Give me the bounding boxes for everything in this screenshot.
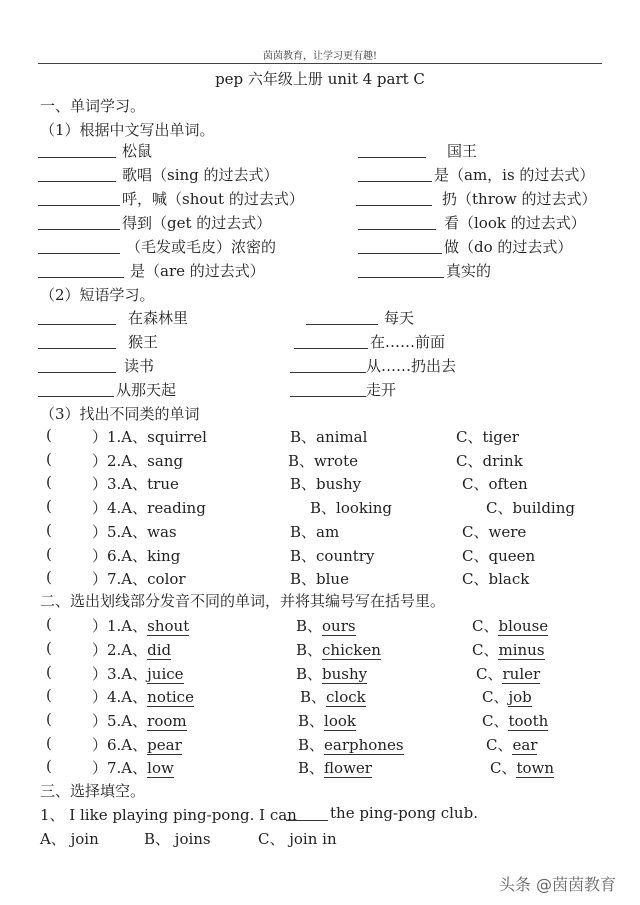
answer-blank[interactable]	[38, 229, 120, 230]
section1-heading: 一、单词学习。	[40, 97, 146, 115]
item-option-b: B、country	[290, 547, 375, 565]
q1-text-after: the ping-pong club.	[330, 804, 478, 822]
answer-blank[interactable]	[286, 820, 328, 821]
item-option-c: C、ear	[486, 736, 538, 754]
answer-paren[interactable]: (	[46, 568, 52, 586]
item-option-a: ）1.A、squirrel	[92, 428, 207, 446]
answer-blank[interactable]	[306, 324, 378, 325]
item-option-c: C、job	[482, 688, 532, 706]
part3-heading: （3）找出不同类的单词	[40, 405, 200, 423]
phrase-prompt: 在森林里	[128, 309, 189, 327]
cn-prompt: 歌唱（sing 的过去式）	[122, 166, 279, 184]
cn-prompt: 是（are 的过去式）	[130, 262, 265, 280]
answer-blank[interactable]	[358, 181, 432, 182]
phrase-prompt: 从那天起	[116, 381, 177, 399]
item-option-b: B、chicken	[296, 641, 381, 659]
cn-prompt: 国王	[447, 142, 478, 160]
item-option-a: ）4.A、reading	[92, 499, 206, 517]
phrase-prompt: 猴王	[128, 333, 159, 351]
answer-blank[interactable]	[38, 181, 116, 182]
item-option-c: C、were	[462, 523, 527, 541]
item-option-c: C、tiger	[456, 428, 519, 446]
answer-blank[interactable]	[38, 157, 116, 158]
item-option-a: ）4.A、notice	[92, 688, 194, 706]
cn-prompt: （毛发或毛皮）浓密的	[126, 238, 277, 256]
answer-blank[interactable]	[358, 253, 442, 254]
answer-paren[interactable]: (	[46, 521, 52, 539]
item-option-c: C、building	[486, 499, 575, 517]
item-option-b: B、am	[290, 523, 340, 541]
item-option-b: B、ours	[296, 617, 356, 635]
item-option-a: ）5.A、room	[92, 712, 187, 730]
item-option-b: B、bushy	[296, 665, 368, 683]
item-option-a: ）1.A、shout	[92, 617, 190, 635]
cn-prompt: 做（do 的过去式）	[444, 238, 573, 256]
answer-blank[interactable]	[358, 157, 426, 158]
answer-paren[interactable]: (	[46, 615, 52, 633]
answer-paren[interactable]: (	[46, 639, 52, 657]
phrase-prompt: 在……前面	[370, 333, 446, 351]
answer-blank[interactable]	[358, 277, 444, 278]
watermark: 头条 @茵茵教育	[498, 875, 616, 894]
answer-blank[interactable]	[38, 205, 120, 206]
item-option-c: C、tooth	[482, 712, 549, 730]
header-slogan: 茵茵教育，让学习更有趣!	[262, 51, 378, 62]
item-option-c: C、black	[462, 570, 530, 588]
answer-paren[interactable]: (	[46, 710, 52, 728]
answer-blank[interactable]	[38, 253, 120, 254]
answer-blank[interactable]	[358, 229, 436, 230]
answer-paren[interactable]: (	[46, 545, 52, 563]
item-option-a: ）7.A、color	[92, 570, 186, 588]
item-option-b: B、clock	[300, 688, 366, 706]
answer-blank[interactable]	[294, 348, 368, 349]
answer-blank[interactable]	[290, 372, 366, 373]
page-title: pep 六年级上册 unit 4 part C	[215, 70, 425, 88]
section3-heading: 三、选择填空。	[40, 782, 146, 800]
item-option-a: ）3.A、true	[92, 475, 179, 493]
item-option-c: C、blouse	[472, 617, 549, 635]
cn-prompt: 扔（throw 的过去式）	[442, 190, 597, 208]
item-option-b: B、blue	[290, 570, 349, 588]
answer-blank[interactable]	[38, 372, 116, 373]
item-option-b: B、animal	[290, 428, 368, 446]
header-rule	[38, 63, 602, 64]
q1-option-b: B、 joins	[144, 830, 211, 848]
q1-option-c: C、 join in	[258, 830, 337, 848]
cn-prompt: 真实的	[446, 262, 492, 280]
item-option-a: ）7.A、low	[92, 759, 174, 777]
item-option-b: B、wrote	[288, 452, 358, 470]
cn-prompt: 看（look 的过去式）	[444, 214, 586, 232]
q1-option-a: A、 join	[40, 830, 99, 848]
answer-paren[interactable]: (	[46, 450, 52, 468]
item-option-a: ）2.A、sang	[92, 452, 184, 470]
cn-prompt: 呼，喊（shout 的过去式）	[122, 190, 304, 208]
answer-paren[interactable]: (	[46, 686, 52, 704]
phrase-prompt: 读书	[124, 357, 155, 375]
answer-blank[interactable]	[38, 324, 116, 325]
item-option-a: ）5.A、was	[92, 523, 177, 541]
phrase-prompt: 每天	[384, 309, 415, 327]
part2-heading: （2）短语学习。	[40, 286, 155, 304]
answer-blank[interactable]	[38, 396, 114, 397]
phrase-prompt: 走开	[366, 381, 397, 399]
item-option-b: B、look	[298, 712, 356, 730]
item-option-a: ）6.A、pear	[92, 736, 182, 754]
answer-blank[interactable]	[38, 348, 116, 349]
cn-prompt: 是（am，is 的过去式）	[434, 166, 595, 184]
answer-paren[interactable]: (	[46, 497, 52, 515]
item-option-a: ）3.A、juice	[92, 665, 184, 683]
cn-prompt: 松鼠	[122, 142, 153, 160]
answer-paren[interactable]: (	[46, 663, 52, 681]
section2-heading: 二、选出划线部分发音不同的单词，并将其编号写在括号里。	[40, 592, 446, 610]
item-option-a: ）2.A、did	[92, 641, 172, 659]
part1-heading: （1）根据中文写出单词。	[40, 121, 215, 139]
answer-paren[interactable]: (	[46, 473, 52, 491]
answer-blank[interactable]	[356, 205, 432, 206]
item-option-c: C、often	[462, 475, 528, 493]
item-option-b: B、looking	[310, 499, 393, 517]
item-option-c: C、town	[490, 759, 555, 777]
answer-blank[interactable]	[38, 277, 124, 278]
item-option-c: C、ruler	[476, 665, 541, 683]
item-option-a: ）6.A、king	[92, 547, 181, 565]
phrase-prompt: 从……扔出去	[366, 357, 457, 375]
item-option-c: C、queen	[462, 547, 536, 565]
answer-paren[interactable]: (	[46, 426, 52, 444]
answer-blank[interactable]	[290, 396, 366, 397]
item-option-c: C、minus	[472, 641, 545, 659]
answer-paren[interactable]: (	[46, 757, 52, 775]
item-option-c: C、drink	[456, 452, 523, 470]
item-option-b: B、flower	[298, 759, 372, 777]
item-option-b: B、earphones	[298, 736, 404, 754]
answer-paren[interactable]: (	[46, 734, 52, 752]
item-option-b: B、bushy	[290, 475, 362, 493]
q1-text-before: 1、 I like playing ping-pong. I can	[40, 806, 297, 824]
cn-prompt: 得到（get 的过去式）	[122, 214, 272, 232]
